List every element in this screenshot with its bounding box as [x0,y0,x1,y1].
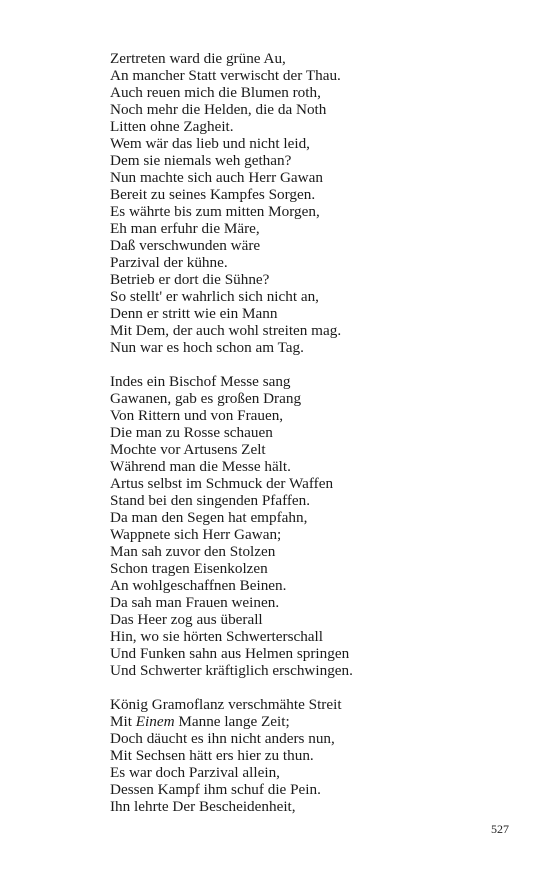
stanza [110,696,510,815]
verse-line: Dem sie niemals weh gethan? [110,152,292,169]
emphasized-word: Einem [135,713,175,730]
verse-line: Parzival der kühne. [110,254,228,271]
stanza [110,50,510,356]
verse-line: Und Funken sahn aus Helmen springen [110,645,350,662]
verse-line: Zertreten ward die grüne Au, [110,50,286,67]
verse-line: Mit Sechsen hätt ers hier zu thun. [110,747,314,764]
poem-text [110,50,510,832]
verse-text: Mit [110,713,136,730]
verse-line: Betrieb er dort die Sühne? [110,271,270,288]
verse-line: Während man die Messe hält. [110,458,291,475]
verse-line: Da man den Segen hat empfahn, [110,509,308,526]
verse-line: Stand bei den singenden Pfaffen. [110,492,311,509]
verse-line: An mancher Statt verwischt der Thau. [110,67,341,84]
verse-line: Von Rittern und von Frauen, [110,407,284,424]
verse-line: Doch däucht es ihn nicht anders nun, [110,730,335,747]
verse-line: Mit Dem, der auch wohl streiten mag. [110,322,342,339]
verse-line: Die man zu Rosse schauen [110,424,273,441]
verse-line: Und Schwerter kräftiglich erschwingen. [110,662,353,679]
verse-line: Nun machte sich auch Herr Gawan [110,169,323,186]
verse-line: Auch reuen mich die Blumen roth, [110,84,321,101]
verse-line: Litten ohne Zagheit. [110,118,234,135]
verse-line: An wohlgeschaffnen Beinen. [110,577,287,594]
stanza [110,373,510,679]
verse-line: Noch mehr die Helden, die da Noth [110,101,327,118]
verse-line: Es war doch Parzival allein, [110,764,280,781]
verse-line: König Gramoflanz verschmähte Streit [110,696,342,713]
verse-line: Bereit zu seines Kampfes Sorgen. [110,186,316,203]
verse-line: Denn er stritt wie ein Mann [110,305,278,322]
verse-line: Eh man erfuhr die Märe, [110,220,260,237]
verse-line: Gawanen, gab es großen Drang [110,390,302,407]
verse-line: Ihn lehrte Der Bescheidenheit, [110,798,296,815]
verse-line: Man sah zuvor den Stolzen [110,543,276,560]
verse-text: Manne lange Zeit; [174,713,290,730]
verse-line: Wappnete sich Herr Gawan; [110,526,282,543]
verse-line: Daß verschwunden wäre [110,237,261,254]
verse-line: Mochte vor Artusens Zelt [110,441,266,458]
verse-line: Nun war es hoch schon am Tag. [110,339,304,356]
verse-line: Da sah man Frauen weinen. [110,594,280,611]
verse-line: Hin, wo sie hörten Schwerterschall [110,628,323,645]
verse-line: Dessen Kampf ihm schuf die Pein. [110,781,321,798]
verse-line: Schon tragen Eisenkolzen [110,560,268,577]
verse-line: Indes ein Bischof Messe sang [110,373,291,390]
verse-line: Das Heer zog aus überall [110,611,263,628]
page-number: 527 [491,822,509,836]
verse-line: Es währte bis zum mitten Morgen, [110,203,320,220]
verse-line: Wem wär das lieb und nicht leid, [110,135,310,152]
verse-line [110,713,510,730]
verse-line: So stellt' er wahrlich sich nicht an, [110,288,319,305]
verse-line: Artus selbst im Schmuck der Waffen [110,475,334,492]
